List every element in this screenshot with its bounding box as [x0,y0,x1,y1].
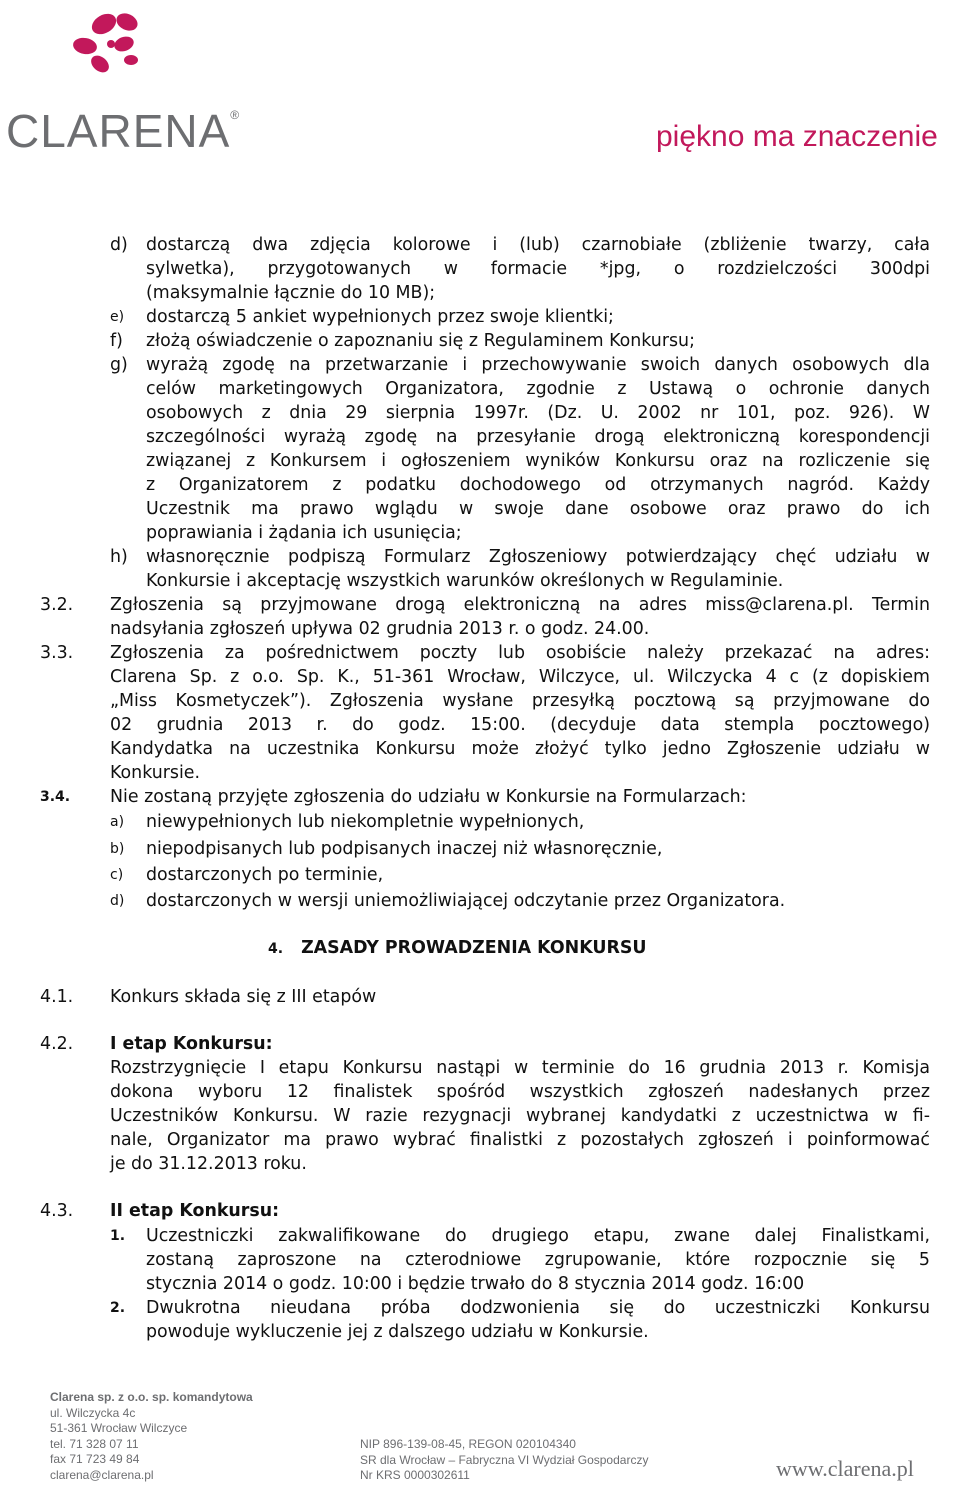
section-number: 4.1. [40,987,74,1007]
item-label: h) [110,547,128,567]
text-line: Konkurs składa się z III etapów [110,987,377,1007]
clarena-logo [0,0,320,160]
item-label: f) [110,331,123,351]
footer-court: SR dla Wrocław – Fabryczna VI Wydział Gospodarczy [360,1452,649,1467]
text-line: powoduje wykluczenie jej z dalszego udziału w Konkursie. [146,1322,649,1342]
text-line: celów marketingowych Organizatora, zgodnie z Ustawą o ochronie danych [146,379,930,399]
item-label: d) [110,235,128,255]
subsection-title: I etap Konkursu: [110,1034,273,1054]
text-line: nale, Organizator ma prawo wybrać finalistki z pozostałych zgłoszeń i poinformować [110,1130,930,1150]
text-line: Kandydatka na uczestnika Konkursu może złożyć tylko jedno Zgłoszenie udziału w [110,739,930,759]
text-line: 02 grudnia 2013 r. do godz. 15:00. (decyduje data stempla pocztowego) [110,715,930,735]
text-line: Uczestnik ma prawo wglądu w swoje dane osobowe oraz prawo do ich [146,499,930,519]
text-line: „Miss Kosmetyczek”). Zgłoszenia wysłane przesyłką pocztową są przyjmowane do [110,691,930,711]
text-line: Uczestników Konkursu. W razie rezygnacji wybranej kandydatki z uczestnictwa w fi- [110,1106,930,1126]
footer-address-line: 51-361 Wrocław Wilczyce [50,1421,188,1436]
text-line: (maksymalnie łącznie do 10 MB); [146,283,436,303]
text-line: szczególności wyrażą zgodę na przesyłanie drogą elektroniczną korespondencji [146,427,930,447]
text-line: Zgłoszenia za pośrednictwem poczty lub osobiście należy przekazać na adres: [110,643,930,663]
item-label: 1. [110,1228,126,1244]
item-label: c) [110,867,124,883]
item-label: e) [110,309,125,325]
text-line: poprawiania i żądania ich usunięcia; [146,523,462,543]
text-line: dostarczą dwa zdjęcia kolorowe i (lub) czarnobiałe (zbliżenie twarzy, cała [146,235,930,255]
item-label: g) [110,355,128,375]
text-line: je do 31.12.2013 roku. [110,1154,307,1174]
text-line: dokona wyboru 12 finalistek spośród wszystkich zgłoszeń nadesłanych przez [110,1082,930,1102]
text-line: wyrażą zgodę na przetwarzanie i przechowywanie swoich danych osobowych dla [146,355,930,375]
text-line: Dwukrotna nieudana próba dodzwonienia się do uczestniczki Konkursu [146,1298,930,1318]
text-line: niewypełnionych lub niekompletnie wypełnionych, [146,812,585,832]
item-label: d) [110,893,125,909]
text-line: niepodpisanych lub podpisanych inaczej niż własnoręcznie, [146,839,663,859]
footer-address-line: ul. Wilczycka 4c [50,1405,136,1420]
section-number: 3.2. [40,595,74,615]
text-line: sylwetka), przygotowanych w formacie *jpg, o rozdzielczości 300dpi [146,259,930,279]
item-label: a) [110,814,125,830]
text-line: związanej z Konkursem i ogłoszeniem wyników Konkursu oraz na rozliczenie się [146,451,930,471]
text-line: Uczestniczki zakwalifikowane do drugiego etapu, zwane dalej Finalistkami, [146,1226,930,1246]
section-number: 3.4. [40,789,71,805]
text-line: Zgłoszenia są przyjmowane drogą elektroniczną na adres miss@clarena.pl. Termin [110,595,930,615]
section-heading: 4. ZASADY PROWADZENIA KONKURSU [268,938,647,958]
section-number: 4.3. [40,1201,74,1221]
text-line: Konkursie. [110,763,201,783]
item-label: 2. [110,1300,126,1316]
text-line: osobowych z dnia 29 sierpnia 1997r. (Dz. U. 2002 nr 101, poz. 926). W [146,403,930,423]
text-line: dostarczą 5 ankiet wypełnionych przez swoje klientki; [146,307,614,327]
logo-wordmark: CLARENA® [6,105,241,157]
footer-email: clarena@clarena.pl [50,1467,154,1482]
flower-icon [0,0,140,100]
text-line: nadsyłania zgłoszeń upływa 02 grudnia 2013 r. o godz. 24.00. [110,619,650,639]
text-line: złożą oświadczenie o zapoznaniu się z Regulaminem Konkursu; [146,331,695,351]
section-number: 3.3. [40,643,74,663]
text-line: dostarczonych po terminie, [146,865,384,885]
footer-krs: Nr KRS 0000302611 [360,1468,470,1483]
footer-website: www.clarena.pl [776,1456,914,1481]
text-line: Nie zostaną przyjęte zgłoszenia do udziału w Konkursie na Formularzach: [110,787,747,807]
footer-phone: tel. 71 328 07 11 [50,1436,139,1451]
footer-address [50,1390,253,1484]
text-line: Rozstrzygnięcie I etapu Konkursu nastąpi w terminie do 16 grudnia 2013 r. Komisja [110,1058,930,1078]
text-line: Clarena Sp. z o.o. Sp. K., 51-361 Wrocław, Wilczyce, ul. Wilczycka 4 c (z dopiskiem [110,667,930,687]
text-line: własnoręcznie podpiszą Formularz Zgłoszeniowy potwierdzający chęć udziału w [146,547,930,567]
tagline: piękno ma znaczenie [656,120,938,153]
section-number: 4.2. [40,1034,74,1054]
footer-company: Clarena sp. z o.o. sp. komandytowa [50,1390,253,1404]
footer-nip: NIP 896-139-08-45, REGON 020104340 [360,1437,576,1451]
text-line: stycznia 2014 o godz. 10:00 i będzie trwało do 8 stycznia 2014 godz. 16:00 [146,1274,805,1294]
footer-fax: fax 71 723 49 84 [50,1452,140,1467]
text-line: z Organizatorem z podatku dochodowego od otrzymanych nagród. Każdy [146,475,930,495]
footer-registration [360,1437,648,1484]
item-label: b) [110,841,125,857]
subsection-title: II etap Konkursu: [110,1201,280,1221]
text-line: dostarczonych w wersji uniemożliwiającej odczytanie przez Organizatora. [146,891,786,911]
text-line: Konkursie i akceptację wszystkich warunków określonych w Regulaminie. [146,571,784,591]
text-line: zostaną zaproszone na czterodniowe zgrupowanie, które rozpocznie się 5 [146,1250,930,1270]
page-footer [0,1380,960,1497]
